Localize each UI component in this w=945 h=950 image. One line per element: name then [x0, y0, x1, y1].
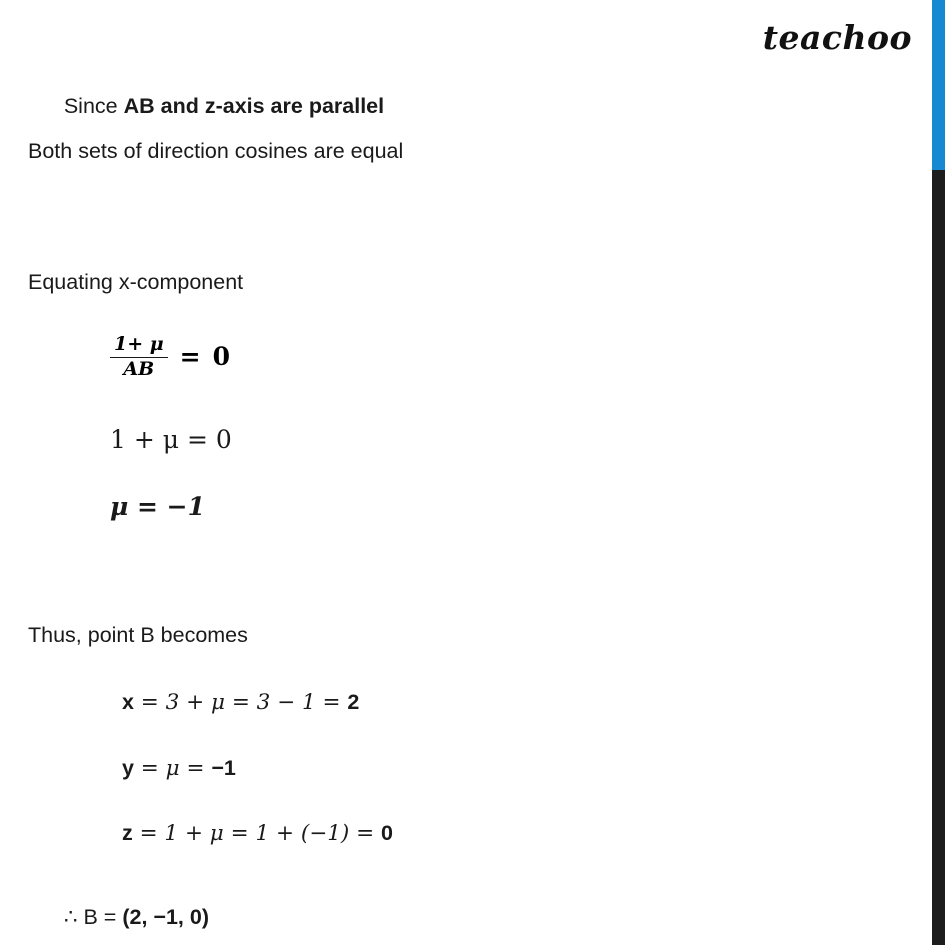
equation-one-plus-mu: 1 + μ = 0 [110, 425, 232, 454]
line-equating-x-component: Equating x-component [28, 270, 244, 294]
fraction-right-hand-side: 0 [212, 341, 231, 371]
since-prefix-text: Since [63, 93, 124, 118]
equation-y-coordinate [122, 756, 236, 781]
final-answer-prefix: ∴ B = [63, 904, 123, 929]
z-expression: = 1 + μ = 1 + (−1) = [132, 821, 381, 846]
fraction-equation [110, 334, 230, 381]
x-expression: = 3 + μ = 3 − 1 = [133, 690, 348, 715]
line-both-sets: Both sets of direction cosines are equal [28, 139, 404, 163]
final-answer-value: (2, −1, 0) [122, 904, 209, 929]
equation-mu-value: μ = −1 [110, 492, 205, 521]
x-value: 2 [347, 690, 360, 714]
line-since [28, 74, 384, 139]
teachoo-logo: teachoo [762, 18, 912, 57]
fraction-equals-sign: = [179, 341, 201, 371]
final-answer-line [28, 885, 209, 950]
z-value: 0 [380, 821, 393, 845]
right-edge-blue-bar [932, 0, 945, 170]
since-bold-text: AB and z-axis are parallel [123, 93, 385, 118]
y-expression: = μ = [133, 756, 212, 781]
z-variable-label: z [122, 821, 133, 845]
y-variable-label: y [122, 756, 134, 780]
x-variable-label: x [122, 690, 134, 714]
y-value: −1 [211, 756, 236, 780]
fraction [110, 334, 168, 381]
equation-x-coordinate [122, 690, 359, 715]
fraction-denominator: AB [110, 357, 168, 381]
right-edge-dark-bar [932, 170, 945, 945]
line-thus-point-b: Thus, point B becomes [28, 623, 248, 647]
fraction-numerator: 1+ μ [114, 333, 164, 355]
equation-z-coordinate [122, 821, 393, 846]
